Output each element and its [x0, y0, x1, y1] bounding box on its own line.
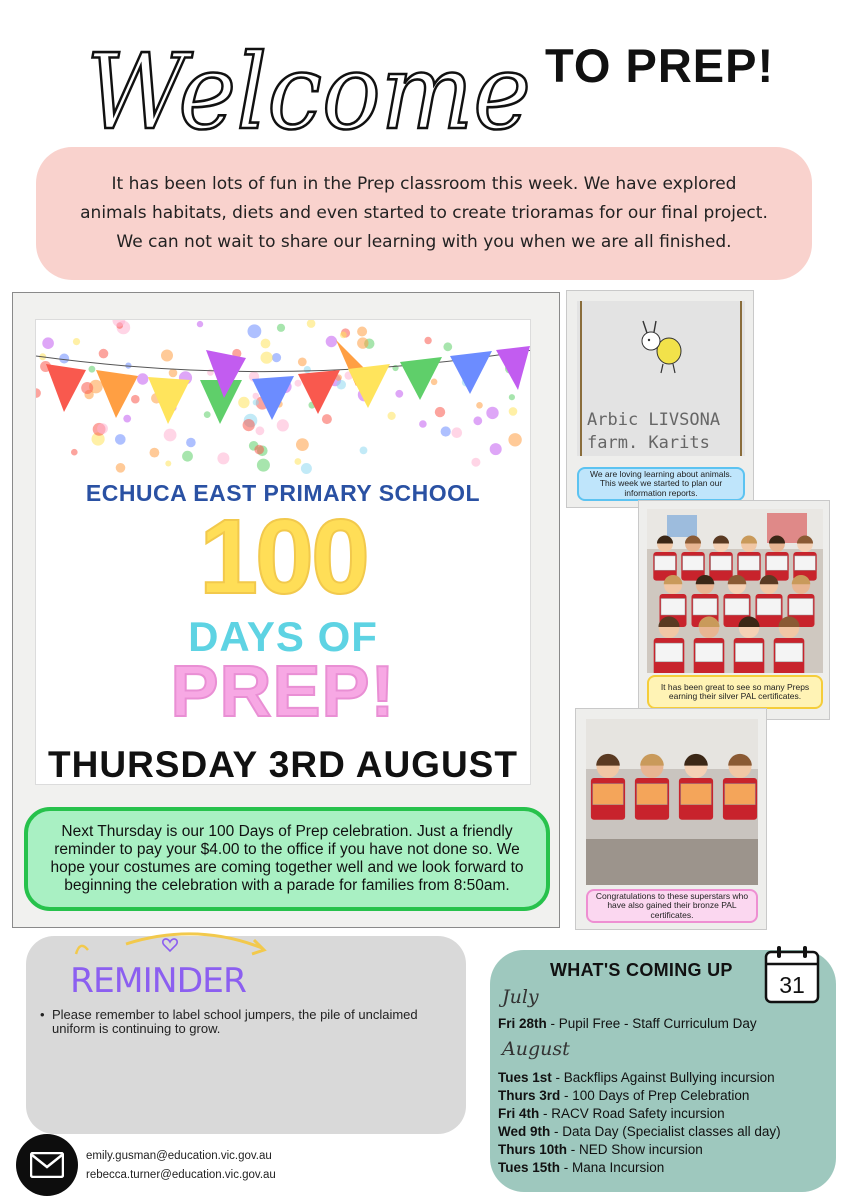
svg-text:31: 31	[779, 972, 805, 998]
photo-card-drawing	[566, 290, 754, 508]
student-drawing-photo	[577, 301, 745, 456]
celebration-text: Next Thursday is our 100 Days of Prep celebration. Just a friendly reminder to pay your $4.00 to the office if you have not done so. We hope your costumes are coming together well and we look forward to beginning the celebration with a parade for families from 8:50am.	[50, 823, 524, 894]
photo-caption: It has been great to see so many Preps earning their silver PAL certificates.	[647, 675, 823, 709]
photo-caption: We are loving learning about animals. This week we started to plan our information reports.	[577, 467, 745, 501]
svg-text:Arbic LIVSONA: Arbic LIVSONA	[587, 410, 721, 430]
event-item: Fri 28th - Pupil Free - Staff Curriculum Day	[498, 1016, 757, 1031]
email-link[interactable]: rebecca.turner@education.vic.gov.au	[86, 1169, 276, 1181]
event-item: Fri 4th - RACV Road Safety incursion	[498, 1106, 725, 1121]
event-item: Thurs 3rd - 100 Days of Prep Celebration	[498, 1088, 750, 1103]
photo-card-bronze	[575, 708, 767, 930]
school-name: ECHUCA EAST PRIMARY SCHOOL	[85, 480, 481, 506]
event-item: Tues 1st - Backflips Against Bullying incursion	[498, 1070, 775, 1085]
event-date: THURSDAY 3RD AUGUST	[48, 744, 518, 785]
event-poster	[35, 319, 531, 785]
reminder-list	[40, 1008, 440, 1036]
celebration-notice	[24, 807, 550, 911]
month-label-august: August	[502, 1038, 570, 1060]
svg-text:farm. Karits: farm. Karits	[587, 433, 710, 453]
coming-up-title: WHAT'S COMING UP	[550, 960, 733, 980]
event-item: Wed 9th - Data Day (Specialist classes all day)	[498, 1124, 781, 1139]
contact-emails	[86, 1147, 276, 1185]
whats-coming-up-panel	[490, 950, 836, 1192]
confetti-bunting-graphic	[36, 320, 531, 480]
intro-text: It has been lots of fun in the Prep classroom this week. We have explored animals habitats, diets and even started to create trioramas for our final project. We can not wait to share our learning with you when we are all finished.	[80, 174, 768, 252]
poster-prep: PREP!	[170, 652, 396, 732]
intro-banner	[36, 147, 812, 280]
photo-card-silver	[638, 500, 830, 720]
reminder-panel	[26, 936, 466, 1134]
page-title: TO PREP!	[545, 39, 775, 92]
mail-icon[interactable]	[16, 1134, 78, 1196]
poster-days-of: DAYS OF	[188, 613, 378, 660]
event-item: Tues 15th - Mana Incursion	[498, 1160, 665, 1175]
poster-number: 100	[199, 498, 367, 616]
bronze-certificates-photo	[586, 719, 758, 885]
svg-text:Welcome: Welcome	[86, 31, 531, 145]
reminder-heading-art	[66, 926, 286, 1006]
event-item: Thurs 10th - NED Show incursion	[498, 1142, 703, 1157]
email-link[interactable]: emily.gusman@education.vic.gov.au	[86, 1150, 272, 1162]
svg-text:REMINDER: REMINDER	[70, 961, 247, 1001]
photo-caption: Congratulations to these superstars who have also gained their bronze PAL certificates.	[586, 889, 758, 923]
reminder-item: • Please remember to label school jumpers, the pile of unclaimed uniform is continuing to grow.	[40, 1008, 440, 1036]
calendar-icon	[763, 944, 821, 1006]
class-certificates-photo	[647, 509, 823, 673]
welcome-script-heading	[80, 10, 550, 145]
month-label-july: July	[502, 986, 539, 1008]
